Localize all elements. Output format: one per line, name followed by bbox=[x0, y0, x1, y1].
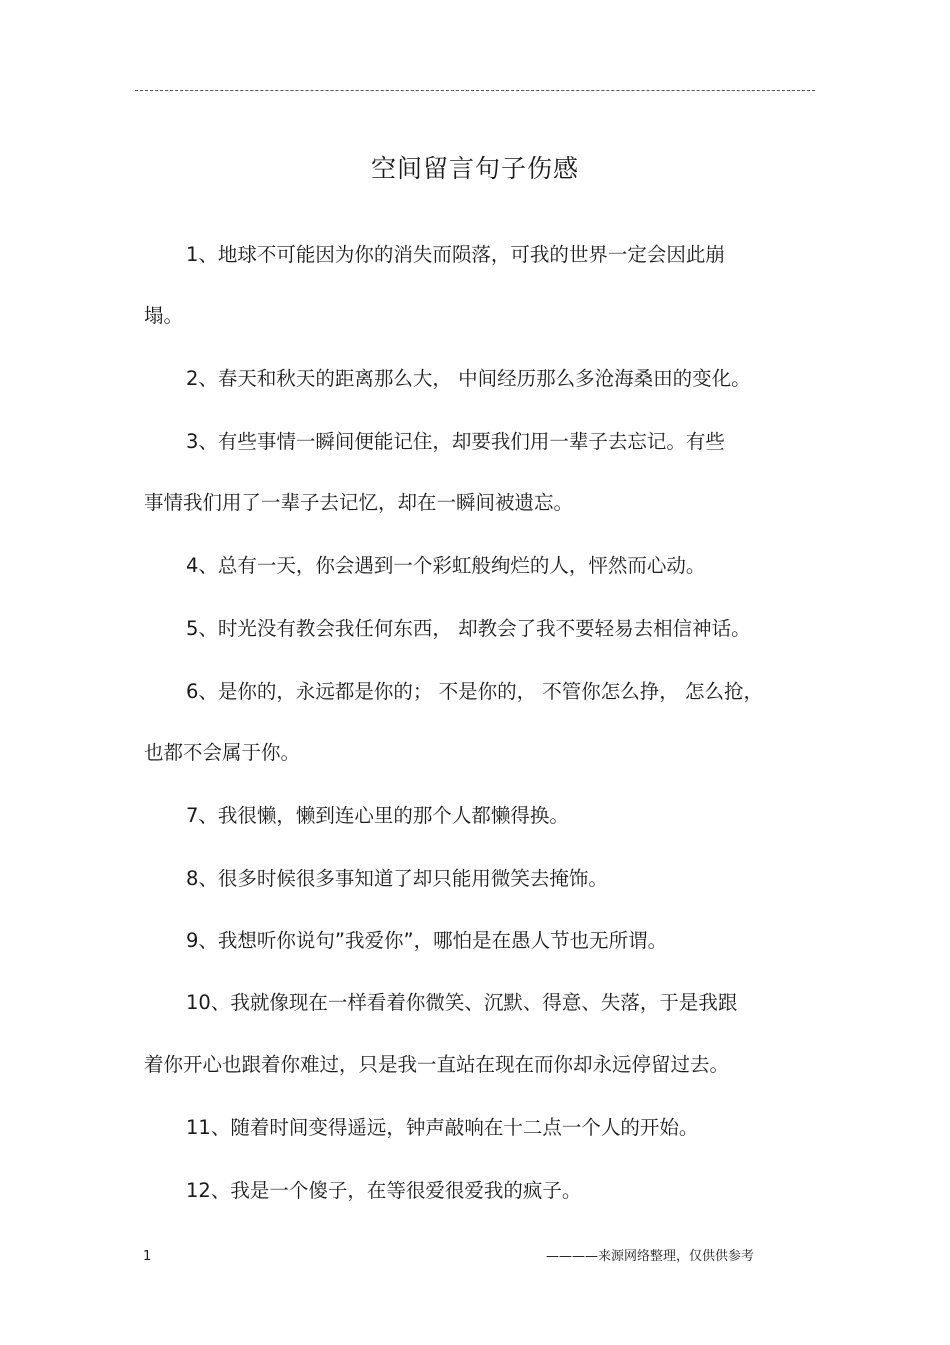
text-line-16: 12、我是一个傻子，在等很爱很爱我的疯子。 bbox=[186, 1179, 582, 1202]
text-line-4: 3、有些事情一瞬间便能记住，却要我们用一辈子去忘记。有些 bbox=[186, 430, 725, 453]
source-note: ————来源网络整理，仅供供参考 bbox=[546, 1249, 755, 1264]
text-line-5: 事情我们用了一辈子去记忆，却在一瞬间被遗忘。 bbox=[144, 491, 574, 514]
page-number: 1 bbox=[143, 1249, 152, 1264]
text-line-12: 9、我想听你说句”我爱你”，哪怕是在愚人节也无所谓。 bbox=[186, 929, 668, 952]
text-line-13: 10、我就像现在一样看着你微笑、沉默、得意、失落，于是我跟 bbox=[186, 991, 738, 1014]
text-line-2: 塌。 bbox=[144, 304, 184, 327]
text-line-10: 7、我很懒，懒到连心里的那个人都懒得换。 bbox=[186, 804, 569, 827]
text-line-15: 11、随着时间变得遥远，钟声敲响在十二点一个人的开始。 bbox=[186, 1116, 699, 1139]
page-title: 空间留言句子伤感 bbox=[370, 154, 579, 183]
text-line-3: 2、春天和秋天的距离那么大， 中间经历那么多沧海桑田的变化。 bbox=[186, 367, 751, 390]
text-line-7: 5、时光没有教会我任何东西， 却教会了我不要轻易去相信神话。 bbox=[186, 617, 751, 640]
text-line-8: 6、是你的，永远都是你的； 不是你的， 不管你怎么挣， 怎么抢， bbox=[186, 680, 764, 703]
text-line-11: 8、很多时候很多事知道了却只能用微笑去掩饰。 bbox=[186, 867, 608, 890]
text-line-1: 1、地球不可能因为你的消失而陨落，可我的世界一定会因此崩 bbox=[186, 243, 725, 266]
header-rule bbox=[135, 90, 815, 91]
text-line-6: 4、总有一天，你会遇到一个彩虹般绚烂的人，怦然而心动。 bbox=[186, 554, 706, 577]
text-line-9: 也都不会属于你。 bbox=[144, 741, 301, 764]
text-line-14: 着你开心也跟着你难过，只是我一直站在现在而你却永远停留过去。 bbox=[144, 1053, 730, 1076]
